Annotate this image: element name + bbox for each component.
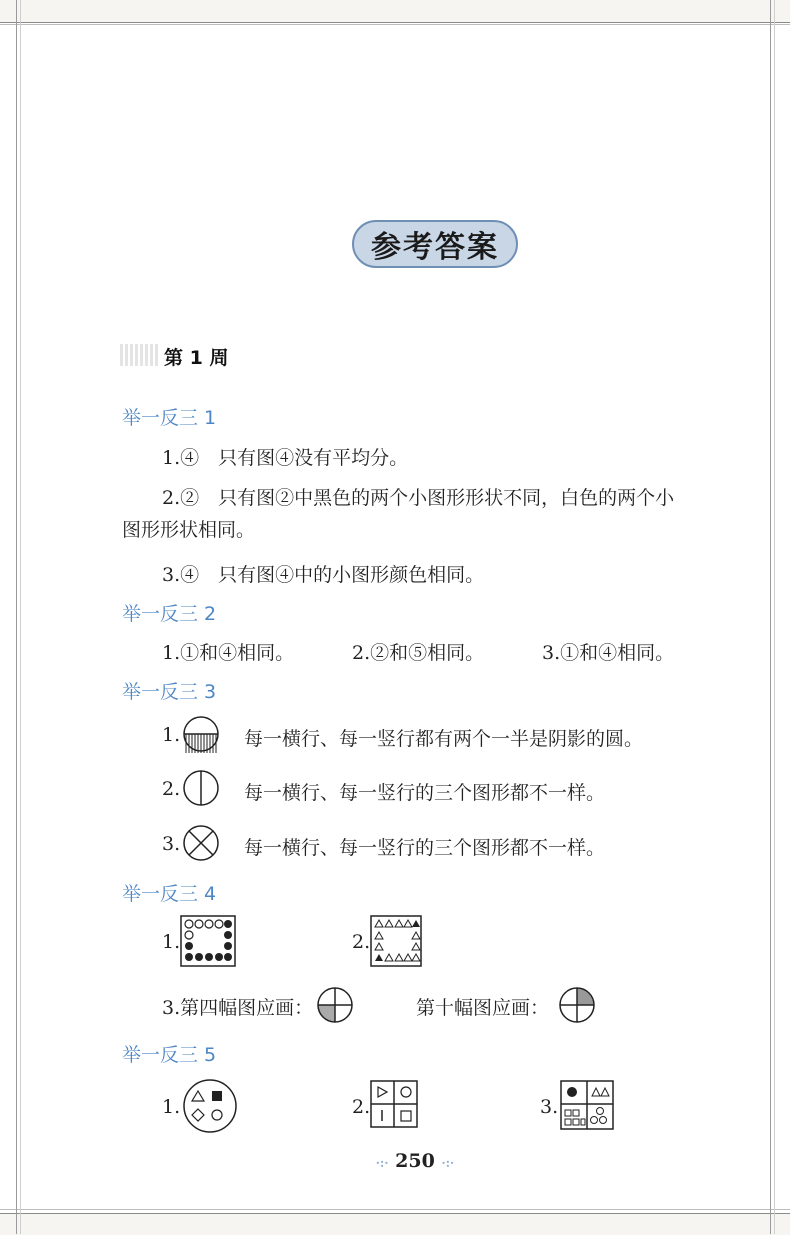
four-cell-shapes-icon xyxy=(370,1080,418,1128)
right-border-inner xyxy=(774,0,775,1234)
page-number: 250 xyxy=(395,1150,435,1172)
left-border xyxy=(16,0,17,1234)
page-title: 参考答案 xyxy=(371,230,499,265)
circle-grid-icon xyxy=(180,915,236,967)
page-number-area xyxy=(360,1150,470,1172)
bottom-border-line xyxy=(0,1209,790,1210)
page-title-badge xyxy=(352,220,518,268)
top-border-line xyxy=(0,24,790,25)
s3-text-2: 每一横行、每一竖行的三个图形都不一样。 xyxy=(244,782,606,804)
s2-item-2: 2.②和⑤相同。 xyxy=(352,642,485,664)
s1-line-2: 2.② 只有图②中黑色的两个小图形形状不同，白色的两个小 xyxy=(162,487,675,509)
s1-line-3: 3.④ 只有图④中的小图形颜色相同。 xyxy=(162,564,485,586)
section-heading-5: 举一反三 5 xyxy=(122,1044,217,1066)
circle-vertical-line-icon xyxy=(182,769,220,807)
s2-item-1: 1.①和④相同。 xyxy=(162,642,295,664)
s3-num-3: 3. xyxy=(162,833,181,855)
circle-shapes-icon xyxy=(180,1078,240,1134)
s3-text-3: 每一横行、每一竖行的三个图形都不一样。 xyxy=(244,837,606,859)
triangle-grid-icon xyxy=(370,915,422,967)
top-border xyxy=(0,0,790,23)
left-border-inner xyxy=(20,0,21,1234)
decor-dots-right: ·:· xyxy=(441,1156,455,1170)
s4-num-2: 2. xyxy=(352,931,371,953)
quartered-circle-shaded-top-icon xyxy=(558,986,596,1024)
s2-item-3: 3.①和④相同。 xyxy=(542,642,675,664)
section-heading-4: 举一反三 4 xyxy=(122,883,217,905)
s4-line-3b: 第十幅图应画： xyxy=(416,997,550,1019)
s1-line-2b: 图形形状相同。 xyxy=(122,519,256,541)
s3-num-2: 2. xyxy=(162,778,181,800)
circle-cross-icon xyxy=(182,824,220,862)
section-heading-3: 举一反三 3 xyxy=(122,681,217,703)
s3-num-1: 1. xyxy=(162,724,181,746)
week-label: 第 1 周 xyxy=(164,347,229,369)
s1-line-1: 1.④ 只有图④没有平均分。 xyxy=(162,447,409,469)
s4-num-1: 1. xyxy=(162,931,181,953)
week-decoration xyxy=(120,344,160,366)
s5-num-3: 3. xyxy=(540,1096,559,1118)
section-heading-2: 举一反三 2 xyxy=(122,603,217,625)
right-border xyxy=(770,0,771,1234)
s3-text-1: 每一横行、每一竖行都有两个一半是阴影的圆。 xyxy=(244,728,644,750)
quartered-circle-shaded-icon xyxy=(316,986,354,1024)
s4-line-3a: 3.第四幅图应画： xyxy=(162,997,314,1019)
four-cell-pattern-icon xyxy=(560,1080,614,1130)
section-heading-1: 举一反三 1 xyxy=(122,407,217,429)
s5-num-2: 2. xyxy=(352,1096,371,1118)
decor-dots-left: ·:· xyxy=(375,1156,389,1170)
half-shaded-circle-icon xyxy=(182,715,220,753)
bottom-border xyxy=(0,1213,790,1235)
s5-num-1: 1. xyxy=(162,1096,181,1118)
